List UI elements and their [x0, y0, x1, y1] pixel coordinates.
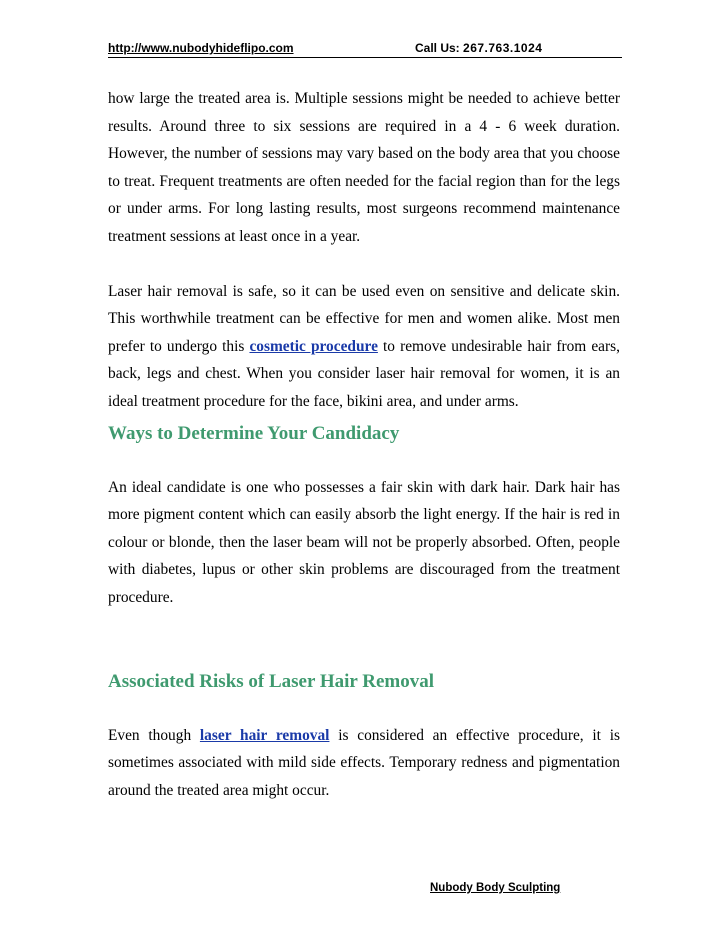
paragraph-spacer — [108, 612, 620, 664]
website-link[interactable]: http://www.nubodyhideflipo.com — [108, 41, 294, 55]
heading-candidacy: Ways to Determine Your Candidacy — [108, 422, 400, 444]
header-rule — [108, 57, 622, 58]
cosmetic-procedure-link[interactable]: cosmetic procedure — [249, 337, 378, 355]
paragraph-text: to remove undesirable hair from ears, back, legs and chest. When you consider laser hair removal for women, it is an ideal treatment procedure for the face, bikini area, and under arms. — [108, 337, 620, 410]
phone-number: 267.763.1024 — [463, 41, 543, 55]
heading-spacer — [108, 700, 620, 722]
heading-spacer — [108, 452, 620, 474]
paragraph-text: Laser hair removal is safe, so it can be used even on sensitive and delicate skin. This worthwhile treatment can be effective for men and women alike. Most men prefer to undergo this — [108, 282, 620, 355]
laser-hair-removal-link[interactable]: laser hair removal — [199, 726, 330, 744]
paragraph-sessions: how large the treated area is. Multiple sessions might be needed to achieve better results. Around three to six sessions are required in a 4 - 6 week duration. However, the number of sessions may vary based on the body area that you choose to treat. Frequent treatments are often needed for the facial region than for the legs or under arms. For long lasting results, most surgeons recommend maintenance treatment sessions at least once in a year. — [108, 90, 620, 245]
call-label: Call Us: — [415, 41, 464, 55]
paragraph-text: is considered an effective procedure, it is sometimes associated with mild side effects. Temporary redness and pigmentation around the treated area might occur. — [108, 726, 620, 799]
paragraph-safety — [108, 278, 620, 416]
footer-brand: Nubody Body Sculpting — [430, 882, 561, 894]
paragraph-spacer — [108, 251, 620, 278]
heading-risks: Associated Risks of Laser Hair Removal — [108, 670, 434, 692]
page-header — [108, 39, 628, 59]
document-body — [108, 85, 620, 804]
paragraph-candidate: An ideal candidate is one who possesses a fair skin with dark hair. Dark hair has more pigment content which can easily absorb the light energy. If the hair is red in colour or blonde, then the laser beam will not be properly absorbed. Often, people with diabetes, lupus or other skin problems are discouraged from the treatment procedure. — [108, 478, 620, 606]
paragraph-risks — [108, 722, 620, 805]
paragraph-text: Even though — [108, 726, 200, 744]
call-us-text — [415, 41, 542, 55]
